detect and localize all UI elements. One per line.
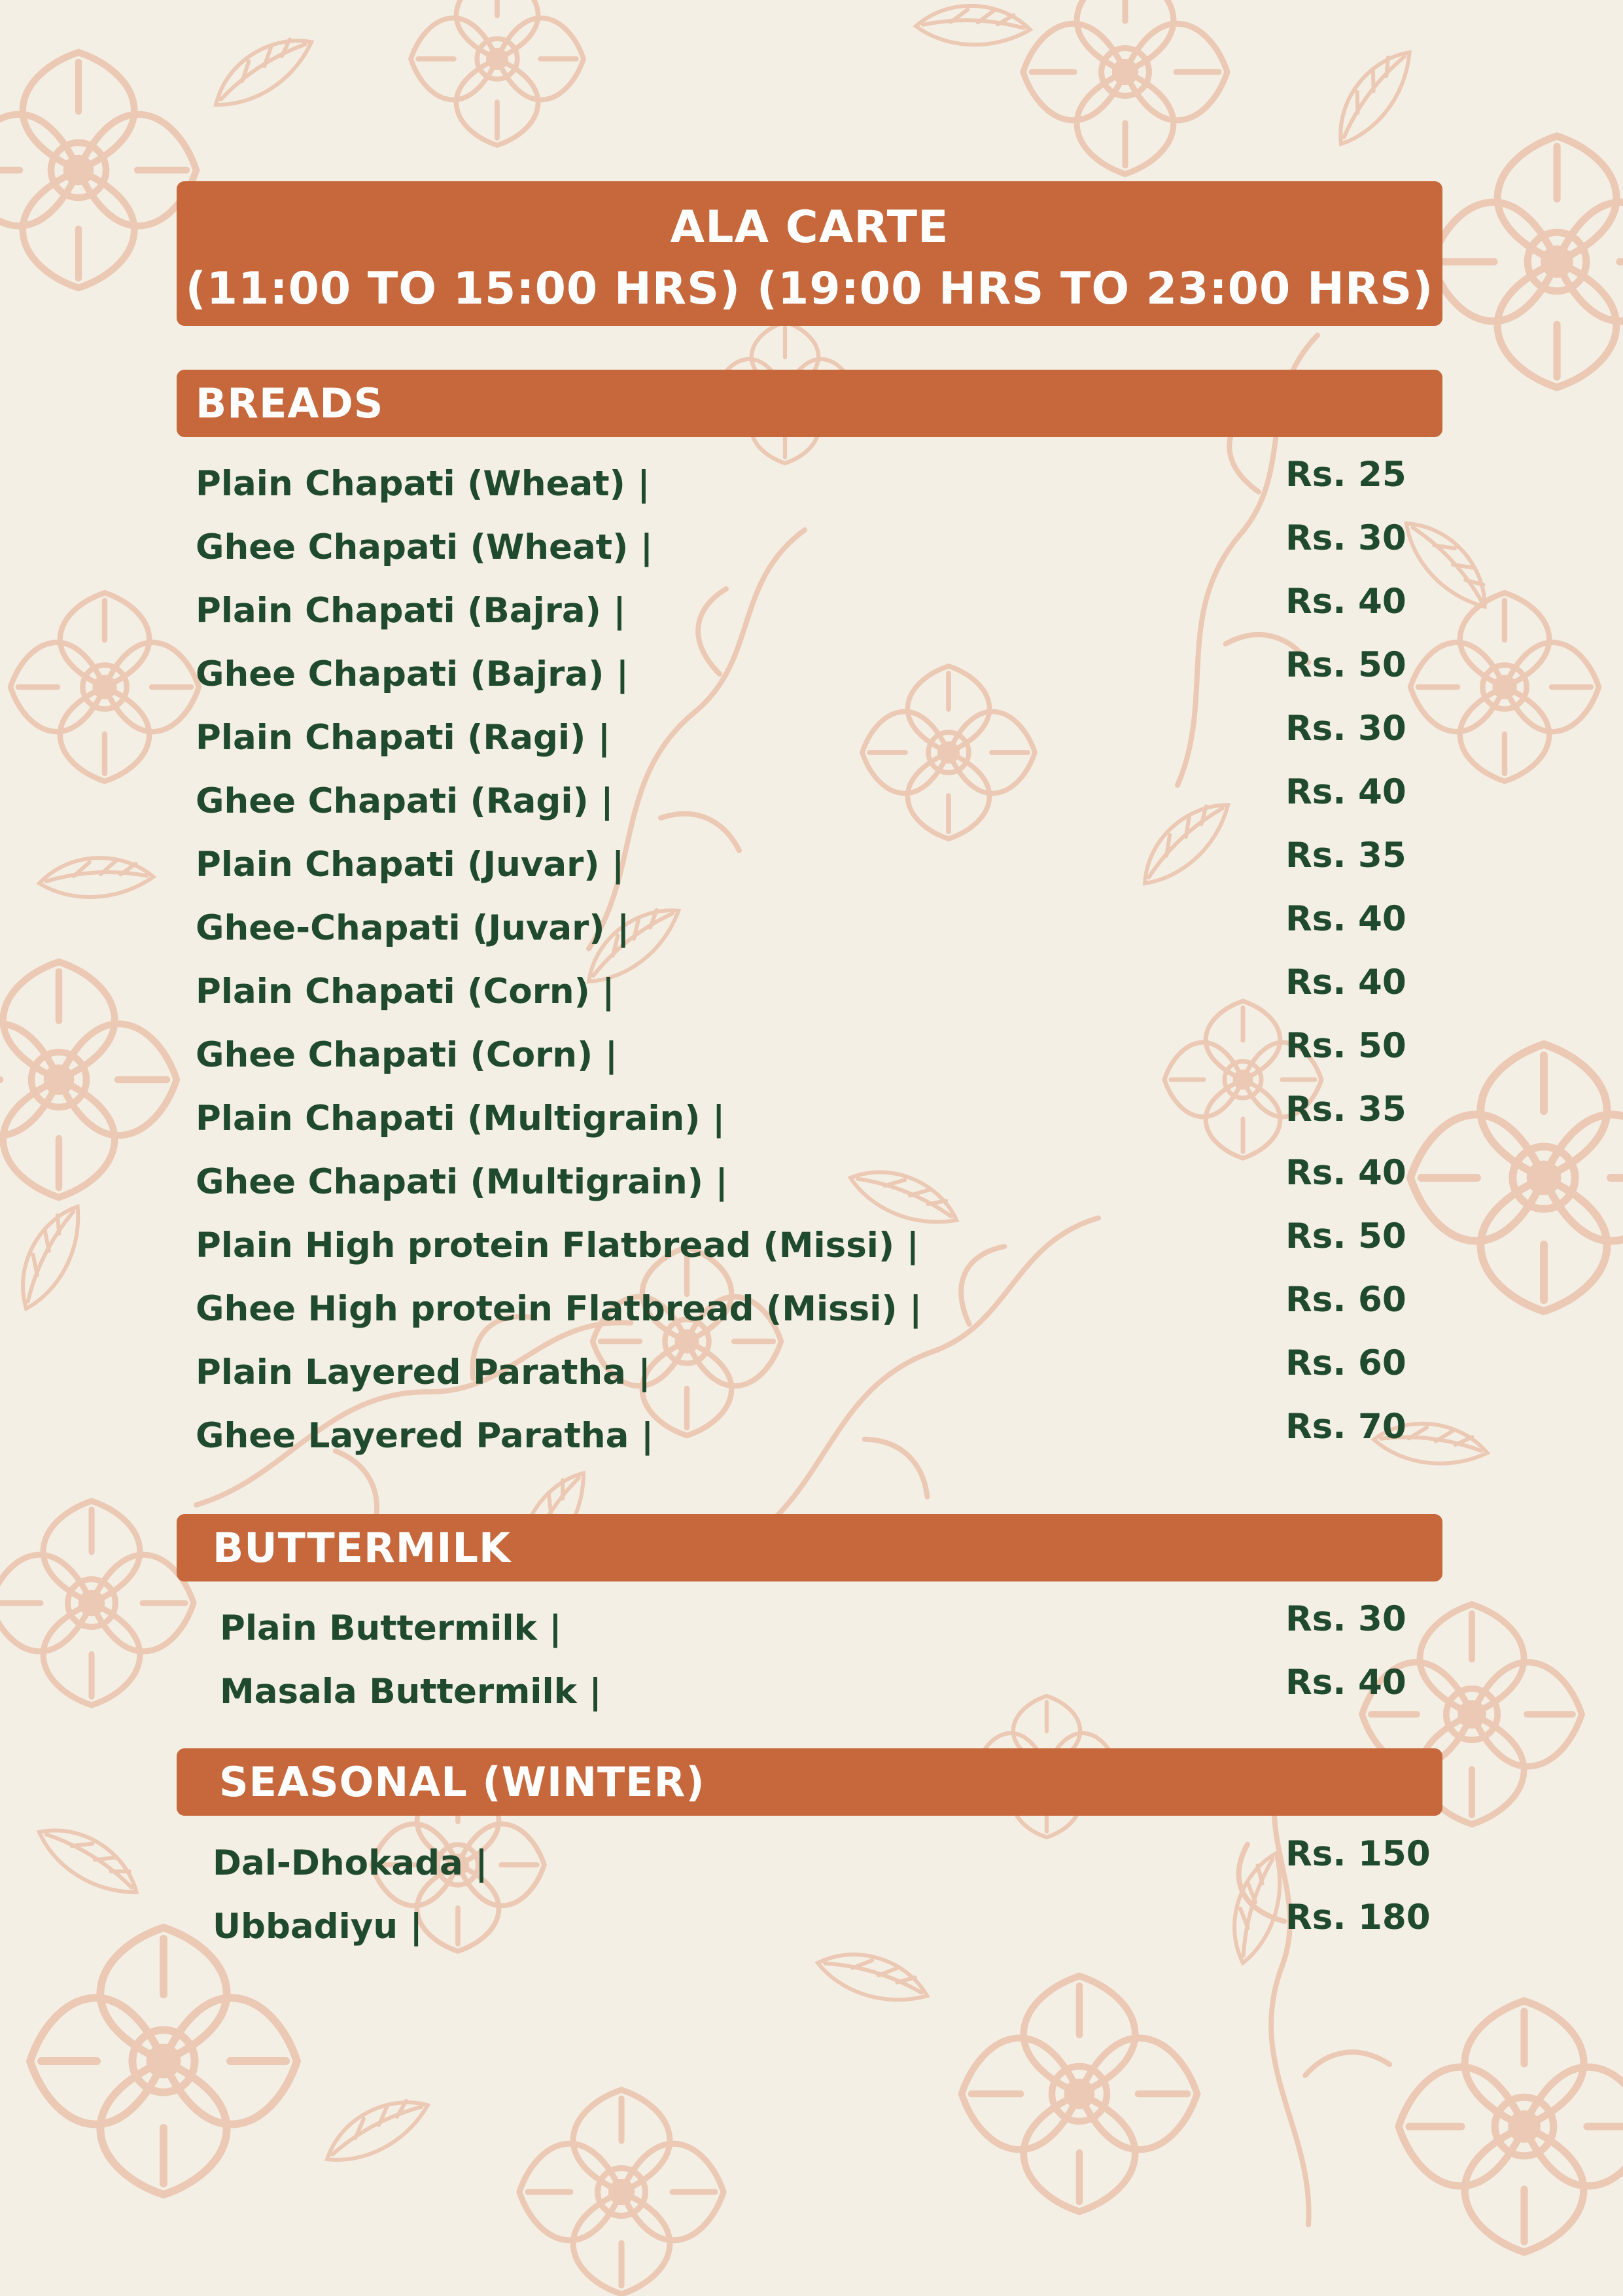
item-price: Rs. 180 (1285, 1898, 1431, 1937)
item-name: Plain Chapati (Multigrain) | (196, 1099, 725, 1139)
item-price: Rs. 40 (1285, 1663, 1406, 1703)
menu-item (0, 709, 1623, 772)
item-name: Plain Layered Paratha | (196, 1352, 651, 1392)
item-name: Ghee Chapati (Corn) | (196, 1035, 618, 1075)
menu-item (0, 1663, 1623, 1726)
item-price: Rs. 40 (1285, 582, 1406, 622)
menu-item (0, 645, 1623, 709)
item-name: Masala Buttermilk | (220, 1672, 602, 1712)
menu-item (0, 582, 1623, 645)
menu-item (0, 1343, 1623, 1407)
item-name: Ghee Chapati (Ragi) | (196, 781, 614, 821)
item-name: Plain Chapati (Juvar) | (196, 845, 625, 885)
item-name: Plain Chapati (Wheat) | (196, 464, 650, 504)
menu-item (0, 899, 1623, 963)
item-price: Rs. 35 (1285, 1089, 1406, 1129)
menu-item (0, 1026, 1623, 1089)
menu-item (0, 1898, 1623, 1961)
item-name: Ghee Layered Paratha | (196, 1416, 654, 1456)
menu-item (0, 1280, 1623, 1343)
menu-item (0, 455, 1623, 518)
item-price: Rs. 60 (1285, 1343, 1406, 1383)
service-hours: (11:00 TO 15:00 HRS) (19:00 HRS TO 23:00 HRS) (185, 263, 1434, 315)
item-price: Rs. 40 (1285, 1153, 1406, 1193)
item-price: Rs. 30 (1285, 518, 1406, 558)
section-header-seasonal (177, 1748, 1442, 1816)
menu-item (0, 1089, 1623, 1153)
menu-title: ALA CARTE (670, 202, 949, 253)
menu-item (0, 1834, 1623, 1898)
section-header-breads (177, 370, 1442, 437)
item-price: Rs. 50 (1285, 645, 1406, 685)
menu-item (0, 963, 1623, 1026)
menu-item (0, 836, 1623, 899)
menu-item (0, 772, 1623, 836)
menu-item (0, 1599, 1623, 1663)
item-price: Rs. 40 (1285, 772, 1406, 812)
item-price: Rs. 150 (1285, 1834, 1431, 1874)
menu-item (0, 1407, 1623, 1470)
item-name: Plain Chapati (Corn) | (196, 972, 615, 1012)
item-price: Rs. 35 (1285, 836, 1406, 875)
item-name: Ghee-Chapati (Juvar) | (196, 908, 630, 948)
item-name: Ghee Chapati (Multigrain) | (196, 1162, 728, 1202)
section-title: BUTTERMILK (213, 1524, 512, 1572)
item-name: Ghee High protein Flatbread (Missi) | (196, 1289, 922, 1329)
item-price: Rs. 60 (1285, 1280, 1406, 1320)
section-title: SEASONAL (WINTER) (219, 1758, 705, 1806)
menu-item (0, 1153, 1623, 1216)
item-name: Plain High protein Flatbread (Missi) | (196, 1226, 919, 1265)
breads-item-list (0, 455, 1623, 1470)
item-name: Dal-Dhokada | (213, 1843, 488, 1883)
item-name: Ghee Chapati (Wheat) | (196, 527, 654, 567)
menu-header-bar (177, 181, 1442, 326)
item-price: Rs. 70 (1285, 1407, 1406, 1447)
section-header-buttermilk (177, 1514, 1442, 1581)
item-name: Plain Chapati (Bajra) | (196, 591, 626, 631)
item-price: Rs. 40 (1285, 963, 1406, 1002)
item-price: Rs. 40 (1285, 899, 1406, 939)
item-price: Rs. 30 (1285, 709, 1406, 749)
item-name: Plain Buttermilk | (220, 1608, 562, 1648)
item-name: Ghee Chapati (Bajra) | (196, 654, 629, 694)
item-price: Rs. 50 (1285, 1216, 1406, 1256)
section-title: BREADS (196, 380, 384, 427)
item-price: Rs. 50 (1285, 1026, 1406, 1066)
item-name: Ubbadiyu | (213, 1907, 423, 1947)
item-price: Rs. 30 (1285, 1599, 1406, 1639)
item-price: Rs. 25 (1285, 455, 1406, 495)
buttermilk-item-list (0, 1599, 1623, 1726)
menu-item (0, 1216, 1623, 1280)
seasonal-item-list (0, 1834, 1623, 1961)
menu-item (0, 518, 1623, 582)
item-name: Plain Chapati (Ragi) | (196, 718, 611, 758)
